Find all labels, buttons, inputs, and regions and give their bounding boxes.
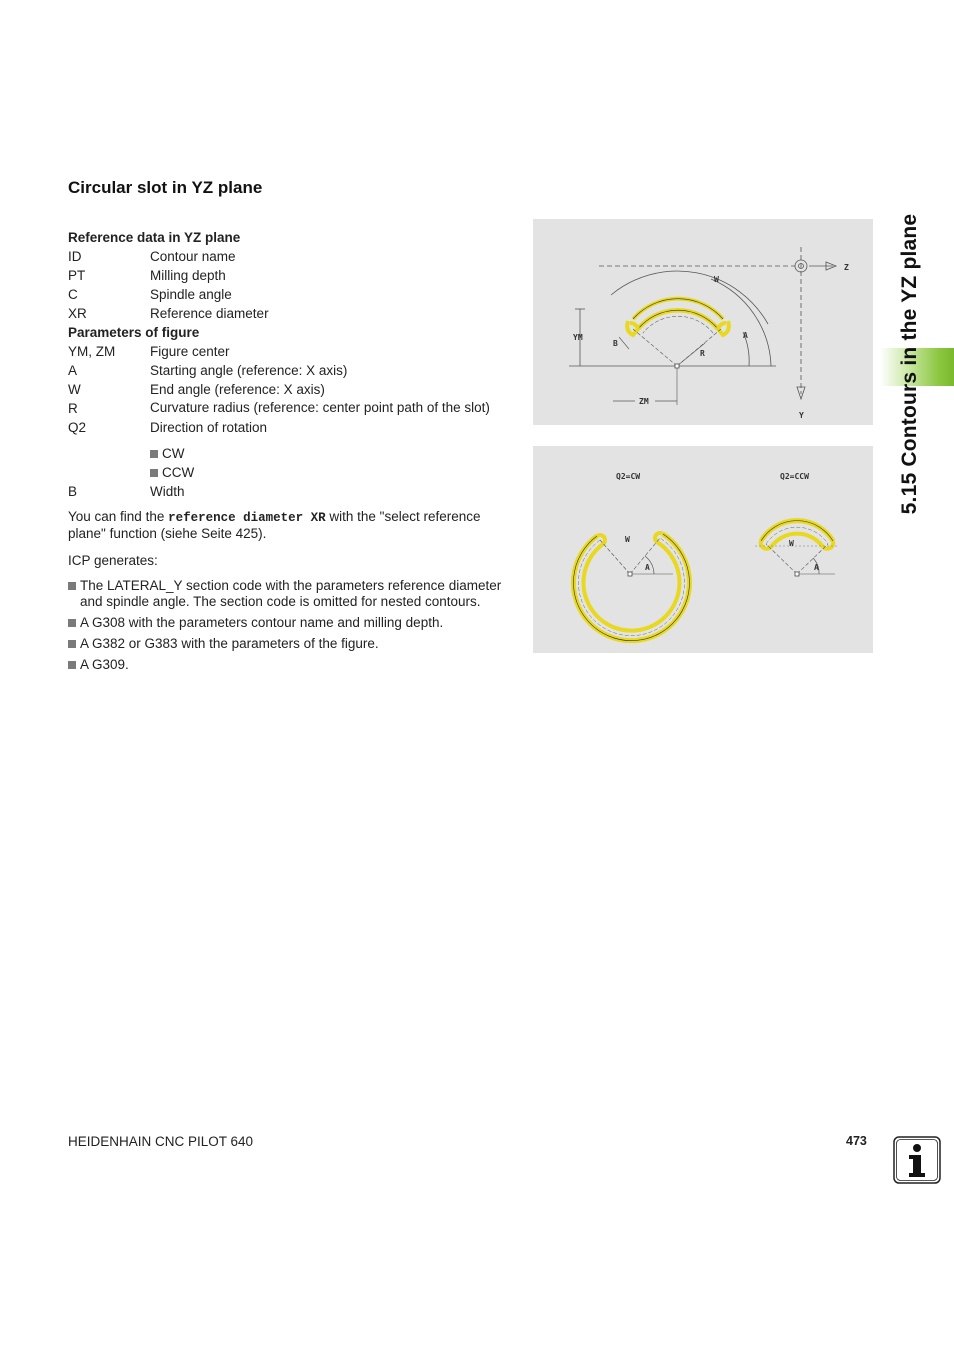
param-row	[68, 342, 513, 361]
option-item	[68, 444, 513, 463]
list-item-text: The LATERAL_Y section code with the parameters reference diameter and spindle angle. The section code is omitted for nested contours.	[80, 578, 502, 609]
param-key: XR	[68, 306, 87, 321]
icp-label: ICP generates:	[68, 553, 158, 568]
param-key: A	[68, 363, 78, 378]
q2-cw-label: Q2=CW	[616, 472, 641, 481]
param-row	[68, 247, 513, 266]
info-icon	[893, 1136, 941, 1184]
param-row	[68, 482, 513, 501]
w-dim-label-ccw: W	[789, 539, 794, 548]
param-desc: Width	[150, 484, 185, 499]
param-key: W	[68, 382, 81, 397]
w-dim-label: W	[714, 275, 719, 284]
param-desc: Curvature radius (reference: center point path of the slot)	[150, 400, 490, 415]
list-item	[68, 615, 513, 631]
y-axis-label: Y	[799, 411, 804, 420]
param-key: ID	[68, 249, 82, 264]
param-desc: Spindle angle	[150, 287, 232, 302]
note-text: You can find the	[68, 509, 169, 524]
q2-ccw-label: Q2=CCW	[780, 472, 809, 481]
section-title: Circular slot in YZ plane	[68, 178, 263, 197]
param-key: R	[68, 401, 78, 416]
param-row	[68, 266, 513, 285]
param-desc: Contour name	[150, 249, 236, 264]
param-row	[68, 361, 513, 380]
page-number: 473	[846, 1134, 867, 1148]
param-desc: Starting angle (reference: X axis)	[150, 363, 348, 378]
reference-data-heading: Reference data in YZ plane	[68, 230, 241, 245]
param-desc: Milling depth	[150, 268, 226, 283]
footer-product: HEIDENHAIN CNC PILOT 640	[68, 1134, 254, 1149]
list-item-text: A G382 or G383 with the parameters of the figure.	[80, 636, 379, 651]
zm-dim-label: ZM	[639, 397, 649, 406]
a-dim-label-cw: A	[645, 563, 650, 572]
param-desc: End angle (reference: X axis)	[150, 382, 325, 397]
param-row	[68, 304, 513, 323]
parameters-heading: Parameters of figure	[68, 325, 200, 340]
param-key: C	[68, 287, 78, 302]
bullet-square-icon	[150, 469, 158, 477]
param-desc: Direction of rotation	[150, 420, 268, 435]
bullet-square-icon	[150, 450, 158, 458]
param-row	[68, 285, 513, 304]
b-dim-label: B	[613, 339, 618, 348]
param-row	[68, 380, 513, 399]
note-code: reference diameter XR	[168, 511, 326, 525]
param-desc: Reference diameter	[150, 306, 269, 321]
list-item	[68, 657, 513, 673]
z-axis-label: Z	[844, 263, 849, 272]
reference-note	[68, 509, 513, 542]
param-key: PT	[68, 268, 86, 283]
ym-dim-label: YM	[573, 333, 583, 342]
list-item-text: A G309.	[80, 657, 129, 672]
list-item	[68, 636, 513, 652]
bullet-square-icon	[68, 619, 76, 627]
slot-parameter-diagram	[533, 219, 873, 425]
chapter-title-text: 5.15 Contours in the YZ plane	[898, 213, 921, 515]
figure-rotation-direction	[533, 446, 873, 653]
rotation-direction-diagram	[533, 446, 873, 653]
option-label: CCW	[162, 465, 195, 480]
list-item	[68, 578, 513, 610]
w-dim-label-cw: W	[625, 535, 630, 544]
figure-slot-parameters	[533, 219, 873, 425]
param-row	[68, 399, 513, 418]
r-dim-label: R	[700, 349, 705, 358]
param-desc: Figure center	[150, 344, 230, 359]
param-key: B	[68, 484, 78, 499]
param-key: YM, ZM	[68, 344, 116, 359]
param-row	[68, 418, 513, 437]
a-dim-label: A	[743, 331, 748, 340]
list-item-text: A G308 with the parameters contour name and milling depth.	[80, 615, 444, 630]
note-text: with the "select reference plane" function (siehe Seite 425).	[68, 509, 481, 541]
content-column	[68, 228, 513, 673]
bullet-square-icon	[68, 640, 76, 648]
bullet-square-icon	[68, 582, 76, 590]
a-dim-label-ccw: A	[814, 563, 819, 572]
param-key: Q2	[68, 420, 87, 435]
bullet-square-icon	[68, 661, 76, 669]
option-label: CW	[162, 446, 185, 461]
option-item	[68, 463, 513, 482]
